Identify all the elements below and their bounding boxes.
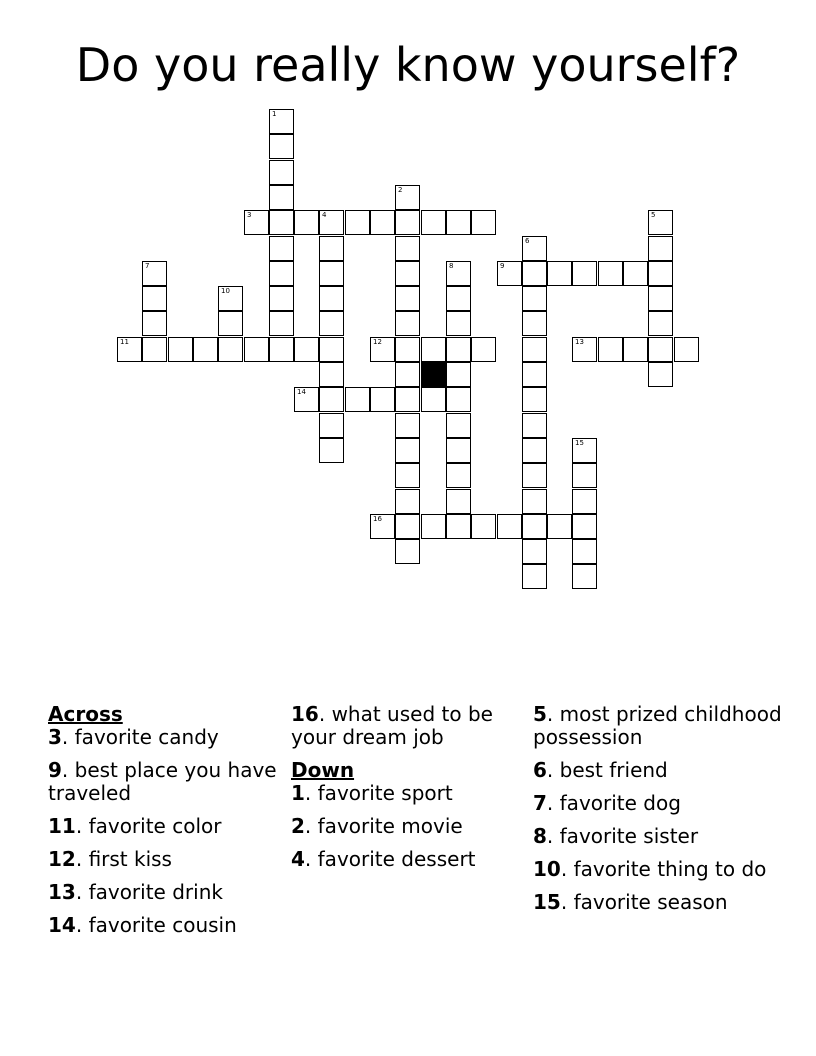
puzzle-title: Do you really know yourself?	[75, 38, 741, 92]
grid-cell[interactable]	[319, 210, 344, 235]
grid-cell[interactable]	[269, 337, 294, 362]
grid-cell[interactable]	[522, 311, 547, 336]
grid-cell[interactable]	[446, 210, 471, 235]
grid-cell[interactable]	[244, 337, 269, 362]
grid-cell[interactable]	[142, 337, 167, 362]
clue-down-2: 2. favorite movie	[291, 814, 463, 838]
grid-cell[interactable]	[446, 286, 471, 311]
grid-cell[interactable]	[471, 337, 496, 362]
cell-number: 12	[373, 338, 382, 346]
grid-cell[interactable]	[446, 514, 471, 539]
grid-cell[interactable]	[522, 387, 547, 412]
grid-cell[interactable]	[522, 337, 547, 362]
cell-number: 16	[373, 515, 382, 523]
grid-cell[interactable]	[522, 362, 547, 387]
grid-cell[interactable]	[319, 362, 344, 387]
grid-cell[interactable]	[471, 210, 496, 235]
grid-cell[interactable]	[319, 261, 344, 286]
grid-cell[interactable]	[395, 185, 420, 210]
grid-cell[interactable]	[446, 387, 471, 412]
grid-cell[interactable]	[522, 489, 547, 514]
grid-cell[interactable]	[142, 261, 167, 286]
grid-cell[interactable]	[497, 514, 522, 539]
grid-cell[interactable]	[421, 387, 446, 412]
grid-cell[interactable]	[269, 311, 294, 336]
clue-down-15: 15. favorite season	[533, 890, 728, 914]
black-cell	[421, 362, 446, 387]
clue-down-1: 1. favorite sport	[291, 781, 453, 805]
grid-cell[interactable]	[370, 337, 395, 362]
grid-cell[interactable]	[598, 337, 623, 362]
cell-number: 10	[221, 287, 230, 295]
cell-number: 1	[272, 110, 277, 118]
grid-cell[interactable]	[446, 337, 471, 362]
grid-cell[interactable]	[269, 210, 294, 235]
cell-number: 11	[120, 338, 129, 346]
grid-cell[interactable]	[294, 387, 319, 412]
grid-cell[interactable]	[522, 236, 547, 261]
grid-cell[interactable]	[572, 463, 597, 488]
grid-cell[interactable]	[395, 311, 420, 336]
grid-cell[interactable]	[142, 311, 167, 336]
grid-cell[interactable]	[522, 438, 547, 463]
clue-across-14: 14. favorite cousin	[48, 913, 237, 937]
grid-cell[interactable]	[446, 413, 471, 438]
grid-cell[interactable]	[269, 109, 294, 134]
cell-number: 8	[449, 262, 454, 270]
grid-cell[interactable]	[294, 210, 319, 235]
grid-cell[interactable]	[547, 514, 572, 539]
grid-cell[interactable]	[446, 311, 471, 336]
grid-cell[interactable]	[395, 539, 420, 564]
cell-number: 2	[398, 186, 403, 194]
grid-cell[interactable]	[572, 514, 597, 539]
clue-across-3: 3. favorite candy	[48, 725, 219, 749]
grid-cell[interactable]	[395, 261, 420, 286]
grid-cell[interactable]	[319, 311, 344, 336]
grid-cell[interactable]	[497, 261, 522, 286]
clue-across-11: 11. favorite color	[48, 814, 222, 838]
grid-cell[interactable]	[446, 463, 471, 488]
grid-cell[interactable]	[269, 286, 294, 311]
grid-cell[interactable]	[598, 261, 623, 286]
clue-down-7: 7. favorite dog	[533, 791, 681, 815]
grid-cell[interactable]	[345, 387, 370, 412]
grid-cell[interactable]	[446, 438, 471, 463]
grid-cell[interactable]	[446, 362, 471, 387]
grid-cell[interactable]	[648, 311, 673, 336]
cell-number: 4	[322, 211, 327, 219]
grid-cell[interactable]	[269, 185, 294, 210]
grid-cell[interactable]	[572, 564, 597, 589]
grid-cell[interactable]	[648, 362, 673, 387]
cell-number: 15	[575, 439, 584, 447]
grid-cell[interactable]	[522, 539, 547, 564]
grid-cell[interactable]	[117, 337, 142, 362]
grid-cell[interactable]	[522, 564, 547, 589]
grid-cell[interactable]	[319, 236, 344, 261]
grid-cell[interactable]	[319, 413, 344, 438]
grid-cell[interactable]	[572, 489, 597, 514]
cell-number: 14	[297, 388, 306, 396]
grid-cell[interactable]	[522, 514, 547, 539]
grid-cell[interactable]	[395, 489, 420, 514]
grid-cell[interactable]	[648, 210, 673, 235]
cell-number: 3	[247, 211, 252, 219]
grid-cell[interactable]	[623, 337, 648, 362]
grid-cell[interactable]	[370, 514, 395, 539]
clues-column-3	[533, 703, 793, 924]
grid-cell[interactable]	[395, 438, 420, 463]
grid-cell[interactable]	[547, 261, 572, 286]
grid-cell[interactable]	[648, 337, 673, 362]
grid-cell[interactable]	[522, 286, 547, 311]
grid-cell[interactable]	[572, 261, 597, 286]
grid-cell[interactable]	[218, 337, 243, 362]
cell-number: 7	[145, 262, 150, 270]
cell-number: 6	[525, 237, 530, 245]
grid-cell[interactable]	[395, 463, 420, 488]
grid-cell[interactable]	[319, 387, 344, 412]
clue-down-4: 4. favorite dessert	[291, 847, 476, 871]
grid-cell[interactable]	[193, 337, 218, 362]
grid-cell[interactable]	[218, 286, 243, 311]
grid-cell[interactable]	[522, 463, 547, 488]
grid-cell[interactable]	[244, 210, 269, 235]
clue-down-8: 8. favorite sister	[533, 824, 699, 848]
clue-across-12: 12. first kiss	[48, 847, 172, 871]
grid-cell[interactable]	[395, 210, 420, 235]
clue-down-5: 5. most prized childhood possession	[533, 702, 782, 749]
grid-cell[interactable]	[446, 261, 471, 286]
down-heading: Down	[291, 758, 355, 782]
grid-cell[interactable]	[395, 362, 420, 387]
grid-cell[interactable]	[648, 286, 673, 311]
clue-across-9: 9. best place you have traveled	[48, 758, 277, 805]
grid-cell[interactable]	[446, 489, 471, 514]
grid-cell[interactable]	[168, 337, 193, 362]
grid-cell[interactable]	[269, 160, 294, 185]
clue-across-16: 16. what used to be your dream job	[291, 702, 493, 749]
clues-column-1	[48, 703, 280, 947]
clue-down-10: 10. favorite thing to do	[533, 857, 767, 881]
cell-number: 13	[575, 338, 584, 346]
grid-cell[interactable]	[269, 134, 294, 159]
grid-cell[interactable]	[421, 337, 446, 362]
across-heading: Across	[48, 702, 123, 726]
grid-cell[interactable]	[395, 236, 420, 261]
grid-cell[interactable]	[395, 337, 420, 362]
grid-cell[interactable]	[319, 337, 344, 362]
grid-cell[interactable]	[294, 337, 319, 362]
grid-cell[interactable]	[142, 286, 167, 311]
cell-number: 9	[500, 262, 505, 270]
grid-cell[interactable]	[421, 514, 446, 539]
grid-cell[interactable]	[572, 438, 597, 463]
clues-column-2	[291, 703, 523, 881]
clue-down-6: 6. best friend	[533, 758, 668, 782]
grid-cell[interactable]	[421, 210, 446, 235]
grid-cell[interactable]	[522, 413, 547, 438]
grid-cell[interactable]	[218, 311, 243, 336]
grid-cell[interactable]	[648, 236, 673, 261]
grid-cell[interactable]	[572, 539, 597, 564]
grid-cell[interactable]	[572, 337, 597, 362]
grid-cell[interactable]	[319, 286, 344, 311]
grid-cell[interactable]	[370, 210, 395, 235]
grid-cell[interactable]	[395, 286, 420, 311]
cell-number: 5	[651, 211, 656, 219]
grid-cell[interactable]	[319, 438, 344, 463]
grid-cell[interactable]	[395, 387, 420, 412]
grid-cell[interactable]	[269, 236, 294, 261]
grid-cell[interactable]	[345, 210, 370, 235]
grid-cell[interactable]	[370, 387, 395, 412]
grid-cell[interactable]	[269, 261, 294, 286]
grid-cell[interactable]	[674, 337, 699, 362]
clue-across-13: 13. favorite drink	[48, 880, 223, 904]
grid-cell[interactable]	[623, 261, 648, 286]
grid-cell[interactable]	[471, 514, 496, 539]
grid-cell[interactable]	[395, 514, 420, 539]
grid-cell[interactable]	[648, 261, 673, 286]
grid-cell[interactable]	[522, 261, 547, 286]
grid-cell[interactable]	[395, 413, 420, 438]
